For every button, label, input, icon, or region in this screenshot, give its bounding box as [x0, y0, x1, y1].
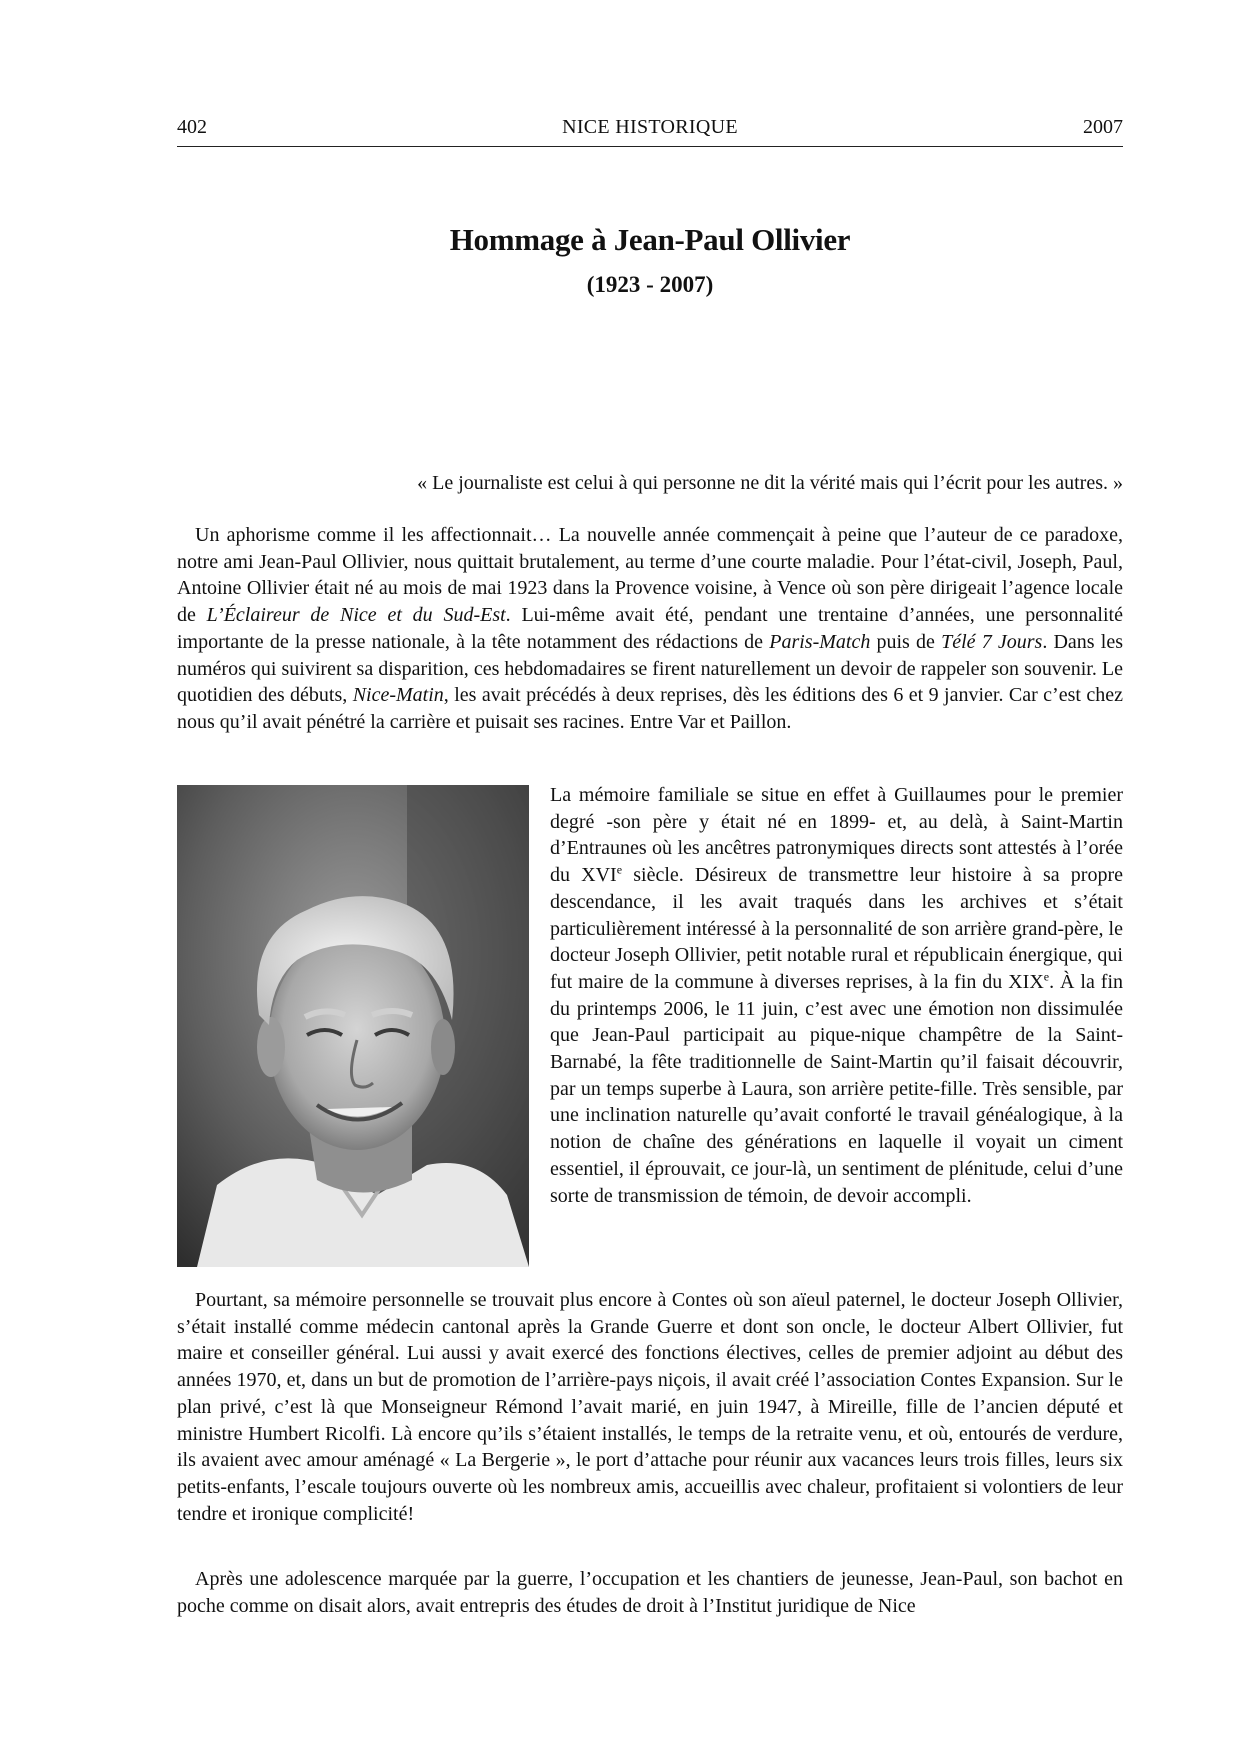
newspaper-title: L’Éclaireur de Nice et du Sud-Est — [206, 604, 506, 627]
portrait-image — [177, 785, 529, 1267]
page-number: 402 — [177, 116, 207, 138]
magazine-title: Paris-Match — [769, 630, 871, 653]
newspaper-title: Nice-Matin — [352, 684, 444, 707]
epigraph-quote: « Le journaliste est celui à qui personne ne dit la vérité mais qui l’écrit pour les autres. » — [417, 472, 1123, 494]
portrait-photo — [177, 785, 529, 1267]
page-header — [177, 112, 1123, 147]
article-title: Hommage à Jean-Paul Ollivier — [449, 222, 851, 257]
paragraph-2: La mémoire familiale se situe en effet à Guillaumes pour le premier degré -son père y était né en 1899- et, au delà, à Saint-Martin d’Entraunes où les ancêtres patronymiques directs sont attestés à l’orée du XVIe siècle. Désireux de transmettre leur histoire à sa propre descendance, il les avait traqués dans les archives et s’était particulièrement intéressé à la personnalité de son arrière grand-père, le docteur Joseph Ollivier, petit notable rural et républicain énergique, qui fut maire de la commune à diverses reprises, à la fin du XIXe. À la fin du printemps 2006, le 11 juin, c’est avec une émotion non dissimulée que Jean-Paul participait au pique-nique champêtre de la Saint-Barnabé, la fête traditionnelle de Saint-Martin qu’il faisait découvrir, par un temps superbe à Laura, son arrière petite-fille. Très sensible, par une inclination naturelle qu’avait conforté le travail généalogique, à la notion de chaîne des générations en laquelle il voyait un ciment essentiel, il éprouvait, ce jour-là, un sentiment de plénitude, celui d’une sorte de transmission de témoin, de devoir accompli. — [550, 784, 1124, 1207]
article-dates: (1923 - 2007) — [586, 272, 714, 297]
publication-year: 2007 — [1083, 116, 1123, 138]
paragraph-1: Un aphorisme comme il les affectionnait… La nouvelle année commençait à peine que l’auteur de ce paradoxe, notre ami Jean-Paul Ollivier, nous quittait brutalement, au terme d’une courte maladie. Pour l’état-civil, Joseph, Paul, Antoine Ollivier était né au mois de mai 1923 dans la Provence voisine, à Vence où son père dirigeait l’agence locale de L’Éclaireur de Nice et du Sud-Est. Lui-même avait été, pendant une trentaine d’années, une personnalité importante de la presse nationale, à la tête notamment des rédactions de Paris-Match puis de Télé 7 Jours. Dans les numéros qui suivirent sa disparition, ces hebdomadaires se firent naturellement un devoir de rappeler son souvenir. Le quotidien des débuts, Nice-Matin, les avait précédés à deux reprises, dès les éditions des 6 et 9 janvier. Car c’est chez nous qu’il avait pénétré la carrière et puisait ses racines. Entre Var et Paillon. — [177, 524, 1123, 733]
paragraph-3: Pourtant, sa mémoire personnelle se trouvait plus encore à Contes où son aïeul paternel, le docteur Joseph Ollivier, s’était installé comme médecin cantonal après la Grande Guerre et dont son oncle, le docteur Albert Ollivier, fut maire et conseiller général. Lui aussi y avait exercé des fonctions électives, celles de premier adjoint au début des années 1970, et, dans un but de promotion de l’arrière-pays niçois, il avait créé l’association Contes Expansion. Sur le plan privé, c’est là que Monseigneur Rémond l’avait marié, en juin 1947, à Mireille, fille de l’ancien député et ministre Humbert Ricolfi. Là encore qu’ils s’étaient installés, le temps de la retraite venu, et où, entourés de verdure, ils avaient avec amour aménagé « La Bergerie », le port d’attache pour réunir aux vacances leurs trois filles, leurs six petits-enfants, l’escale toujours ouverte où les nombreux amis, accueillis avec chaleur, profitaient si volontiers de leur tendre et ironique complicité! — [177, 1289, 1123, 1525]
magazine-title: Télé 7 Jours — [941, 630, 1043, 653]
journal-name: NICE HISTORIQUE — [562, 116, 738, 138]
paragraph-4: Après une adolescence marquée par la guerre, l’occupation et les chantiers de jeunesse, Jean-Paul, son bachot en poche comme on disait alors, avait entrepris des études de droit à l’Institut juridique de Nice — [177, 1568, 1123, 1617]
